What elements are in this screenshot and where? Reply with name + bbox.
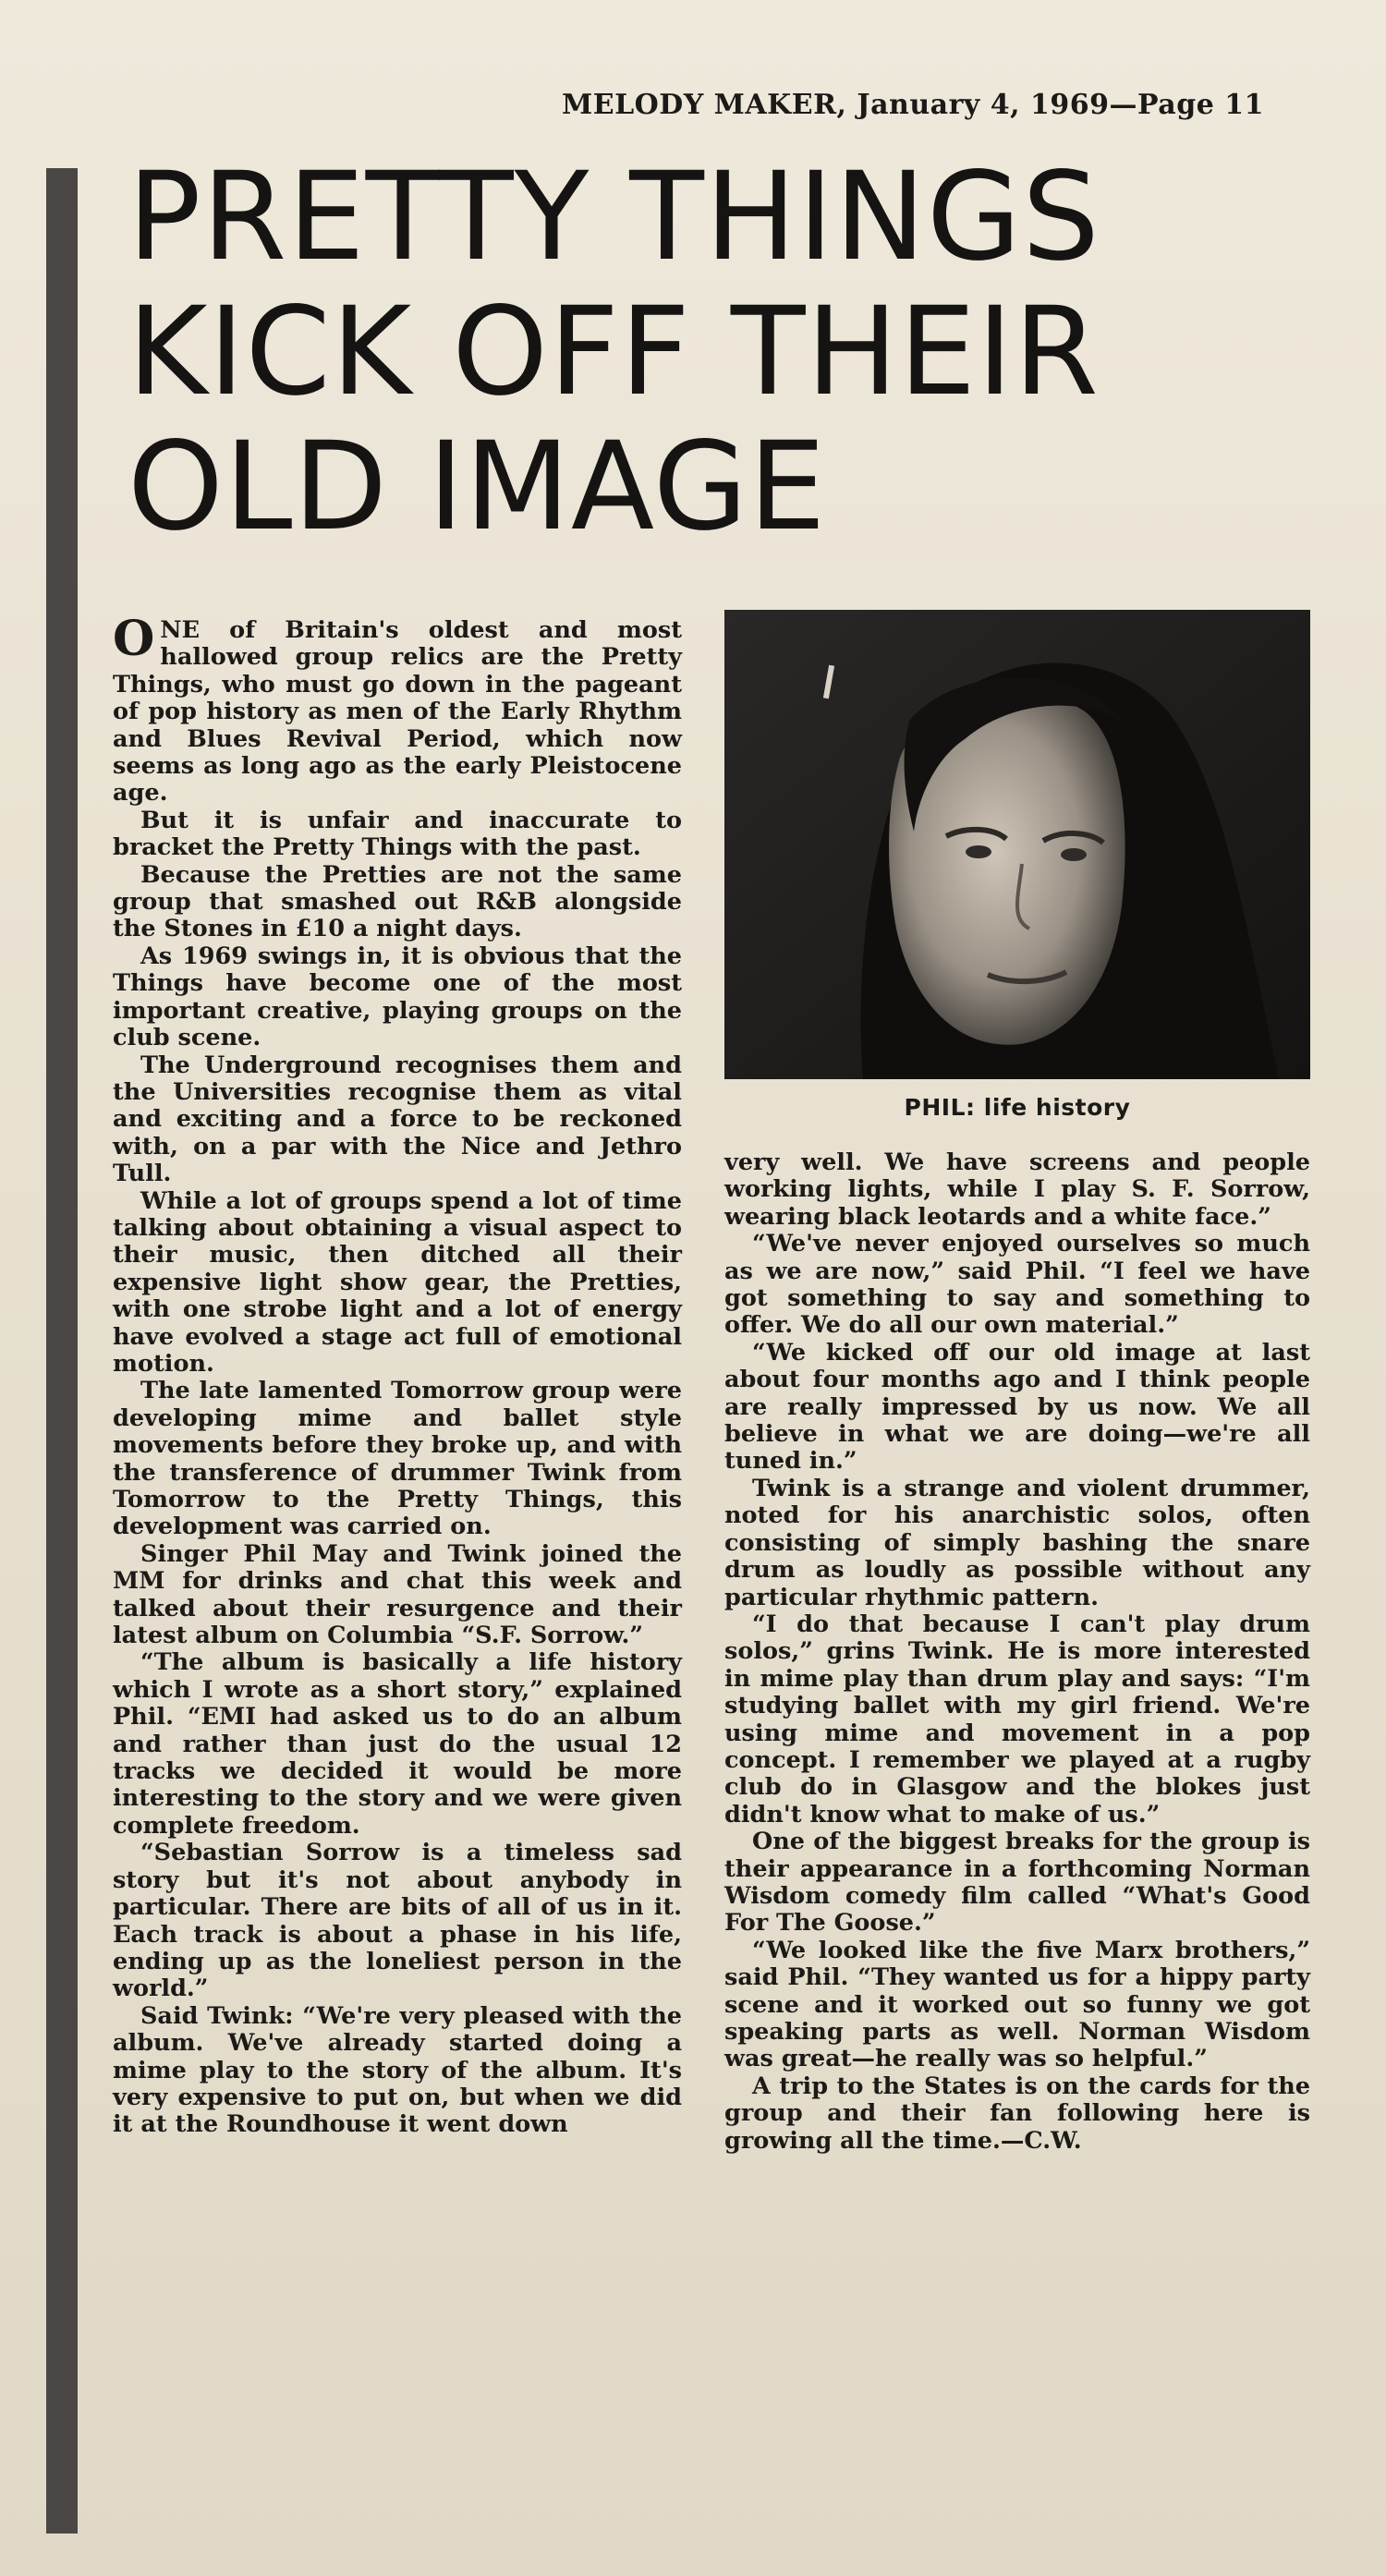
paragraph: Singer Phil May and Twink joined the MM for drinks and chat this week and talked about their resurgence and their latest album on Columbia “S.F. Sorrow.” (113, 1539, 682, 1650)
headline-line-2: KICK OFF THEIR (128, 281, 1100, 423)
paragraph: “We looked like the five Marx brothers,” said Phil. “They wanted us for a hippy party scene and it worked out so funny we got speaking parts as well. Norman Wisdom was great—he really was so helpful.” (724, 1936, 1310, 2073)
headline-line-3: OLD IMAGE (128, 416, 827, 558)
paragraph: Because the Pretties are not the same group that smashed out R&B alongside the Stones in £10 a night days. (113, 860, 682, 943)
paragraph: Twink is a strange and violent drummer, noted for his anarchistic solos, often consisting of simply bashing the snare drum as loudly as possible without any particular rhythmic pattern. (724, 1474, 1310, 1611)
paragraph: “I do that because I can't play drum solos,” grins Twink. He is more interested in mime play than drum play and says: “I'm studying ballet with my girl friend. We're using mime and movement in a pop concept. I remember we played at a rugby club do in Glasgow and the blokes just didn't know what to make of us.” (724, 1610, 1310, 1829)
headline-line-1: PRETTY THINGS (128, 146, 1100, 288)
paragraph: The Underground recognises them and the Universities recognise them as vital and exciting and a force to be reckoned with, on a par with the Nice and Jethro Tull. (113, 1051, 682, 1188)
side-rule (46, 168, 78, 2533)
paragraph: The late lamented Tomorrow group were developing mime and ballet style movements before they broke up, and with the transference of drummer Twink from Tomorrow to the Pretty Things, this development was carried on. (113, 1377, 682, 1541)
paragraph: While a lot of groups spend a lot of time talking about obtaining a visual aspect to their music, then ditched all their expensive light show gear, the Pretties, with one strobe light and a lot of energy have evolved a stage act full of emotional motion. (113, 1186, 682, 1378)
paragraph: As 1969 swings in, it is obvious that the Things have become one of the most important creative, playing groups on the club scene. (113, 942, 682, 1052)
portrait-illustration (724, 610, 1310, 1079)
lead-text: NE of Britain's oldest and most hallowed group relics are the Pretty Things, who must go down in the pageant of pop history as men of the Early Rhythm and Blues Revival Period, which now seems as long ago as the early Pleistocene age. (113, 616, 682, 808)
paragraph: “Sebastian Sorrow is a timeless sad story but it's not about anybody in particular. There are bits of all of us in it. Each track is about a phase in his life, ending up as the loneliest person in the world.” (113, 1839, 682, 2003)
caption-name: PHIL: (904, 1094, 976, 1121)
paragraph: Said Twink: “We're very pleased with the album. We've already started doing a mime play to the story of the album. It's very expensive to put on, but when we did it at the Roundhouse it went down (113, 2001, 682, 2139)
paragraph: One of the biggest breaks for the group is their appearance in a forthcoming Norman Wisdom comedy film called “What's Good For The Goose.” (724, 1828, 1310, 1938)
article-column-2 (724, 1149, 1310, 2155)
caption-text: life history (983, 1094, 1131, 1121)
article-column-1 (113, 611, 682, 2139)
paragraph: very well. We have screens and people working lights, while I play S. F. Sorrow, wearing black leotards and a white face.” (724, 1148, 1310, 1231)
photo-caption (724, 1094, 1310, 1121)
paragraph: A trip to the States is on the cards for the group and their fan following here is growing all the time.—C.W. (724, 2072, 1310, 2155)
paragraph: But it is unfair and inaccurate to bracket the Pretty Things with the past. (113, 806, 682, 862)
lead-paragraph (113, 611, 682, 808)
paragraph: “We've never enjoyed ourselves so much as we are now,” said Phil. “I feel we have got something to say and something to offer. We do all our own material.” (724, 1230, 1310, 1340)
paragraph: “We kicked off our old image at last about four months ago and I think people are really impressed by us now. We all believe in what we are doing—we're all tuned in.” (724, 1338, 1310, 1476)
running-head: MELODY MAKER, January 4, 1969—Page 11 (562, 89, 1265, 121)
paragraph: “The album is basically a life history which I wrote as a short story,” explained Phil. “EMI had asked us to do an album and rather than just do the usual 12 tracks we decided it would be more interesting to the story and we were given complete freedom. (113, 1648, 682, 1840)
dropcap: O (113, 611, 155, 667)
headline (128, 146, 1218, 558)
portrait-photo (724, 610, 1310, 1079)
